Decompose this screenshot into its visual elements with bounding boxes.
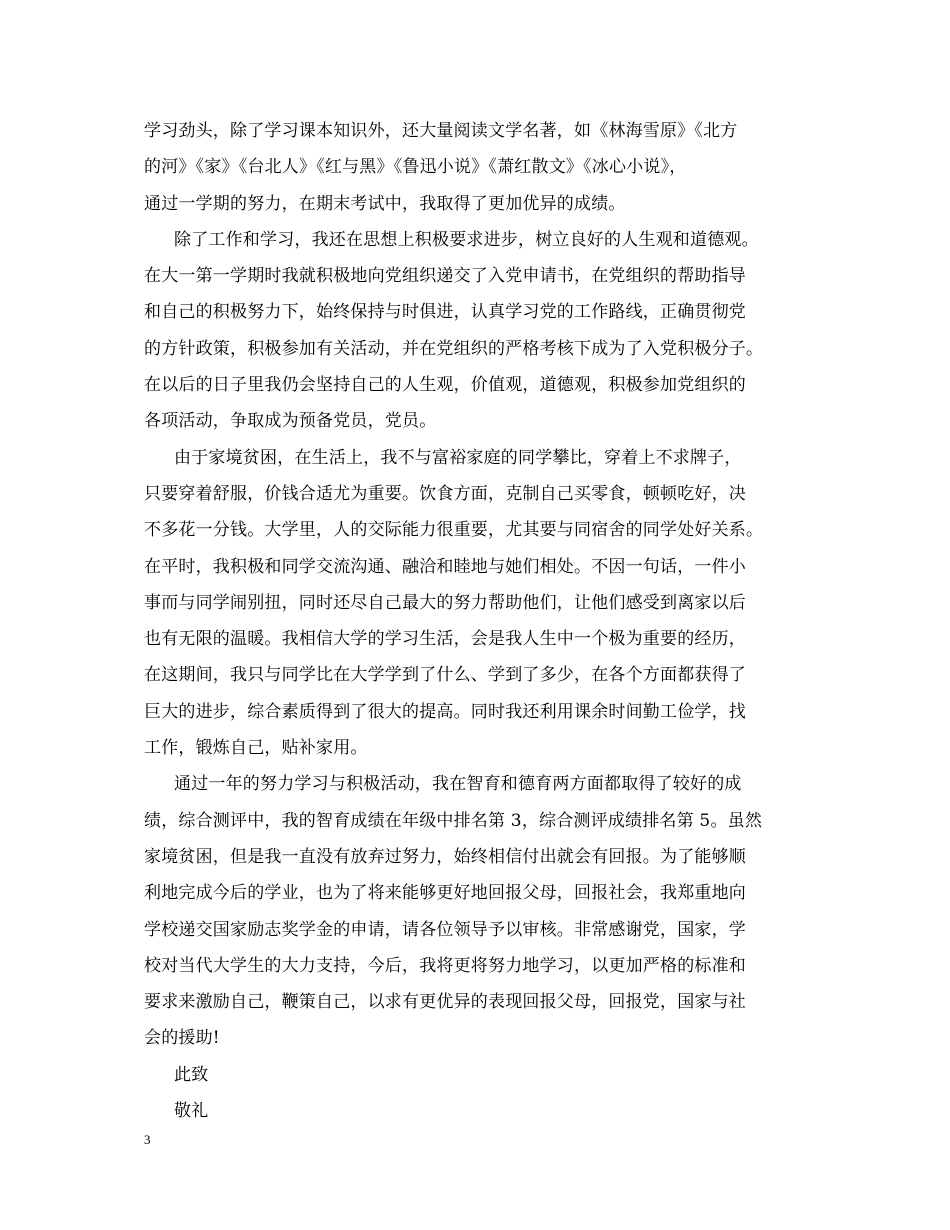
document-body [144, 113, 814, 1129]
text-line: 巨大的进步，综合素质得到了很大的提高。同时我还利用课余时间勤工俭学，找 [144, 701, 746, 722]
text-line: 利地完成今后的学业，也为了将来能够更好地回报父母，回报社会，我郑重地向 [144, 883, 746, 904]
text-line: 也有无限的温暖。我相信大学的学习生活，会是我人生中一个极为重要的经历， [144, 629, 746, 650]
text-line: 事而与同学闹别扭，同时还尽自己最大的努力帮助他们，让他们感受到离家以后 [144, 592, 746, 613]
paragraph-start-line: 通过一年的努力学习与积极活动，我在智育和德育两方面都取得了较好的成 [174, 774, 742, 795]
text-line: 和自己的积极努力下，始终保持与时俱进，认真学习党的工作路线，正确贯彻党 [144, 302, 746, 323]
text-line: 校对当代大学生的大力支持，今后，我将更将努力地学习，以更加严格的标准和 [144, 955, 746, 976]
text-line: 要求来激励自己，鞭策自己，以求有更优异的表现回报父母，回报党，国家与社 [144, 992, 746, 1013]
text-line: 在这期间，我只与同学比在大学学到了什么、学到了多少，在各个方面都获得了 [144, 665, 746, 686]
text-line: 在平时，我积极和同学交流沟通、融洽和睦地与她们相处。不因一句话，一件小 [144, 556, 746, 577]
text-line: 学习劲头，除了学习课本知识外，还大量阅读文学名著，如《林海雪原》《北方 [144, 121, 738, 141]
page-number: 3 [144, 1132, 151, 1147]
text-line: 通过一学期的努力，在期末考试中，我取得了更加优异的成绩。 [144, 193, 626, 214]
salutation-line: 敬礼 [174, 1101, 209, 1122]
text-line: 的河》《家》《台北人》《红与黑》《鲁迅小说》《萧红散文》《冰心小说》， [144, 157, 687, 178]
text-line: 会的援助! [144, 1028, 220, 1049]
text-line: 绩，综合测评中，我的智育成绩在年级中排名第 3，综合测评成绩排名第 5。虽然 [144, 810, 763, 831]
text-line: 不多花一分钱。大学里，人的交际能力很重要，尤其要与同宿舍的同学处好关系。 [144, 520, 764, 541]
text-line: 各项活动，争取成为预备党员，党员。 [144, 411, 437, 432]
text-line: 只要穿着舒服，价钱合适尤为重要。饮食方面，克制自己买零食，顿顿吃好，决 [144, 483, 746, 504]
paragraph-start-line: 除了工作和学习，我还在思想上积极要求进步，树立良好的人生观和道德观。 [174, 229, 759, 250]
text-line: 的方针政策，积极参加有关活动，并在党组织的严格考核下成为了入党积极分子。 [144, 338, 764, 359]
closing-line: 此致 [174, 1064, 209, 1085]
text-line: 学校递交国家励志奖学金的申请，请各位领导予以审核。非常感谢党，国家，学 [144, 919, 746, 940]
text-line: 家境贫困，但是我一直没有放弃过努力，始终相信付出就会有回报。为了能够顺 [144, 846, 746, 867]
text-line: 在以后的日子里我仍会坚持自己的人生观，价值观，道德观，积极参加党组织的 [144, 375, 746, 396]
text-line: 在大一第一学期时我就积极地向党组织递交了入党申请书，在党组织的帮助指导 [144, 266, 746, 287]
paragraph-start-line: 由于家境贫困，在生活上，我不与富裕家庭的同学攀比，穿着上不求牌子， [174, 447, 742, 468]
text-line: 工作，锻炼自己，贴补家用。 [144, 738, 368, 759]
